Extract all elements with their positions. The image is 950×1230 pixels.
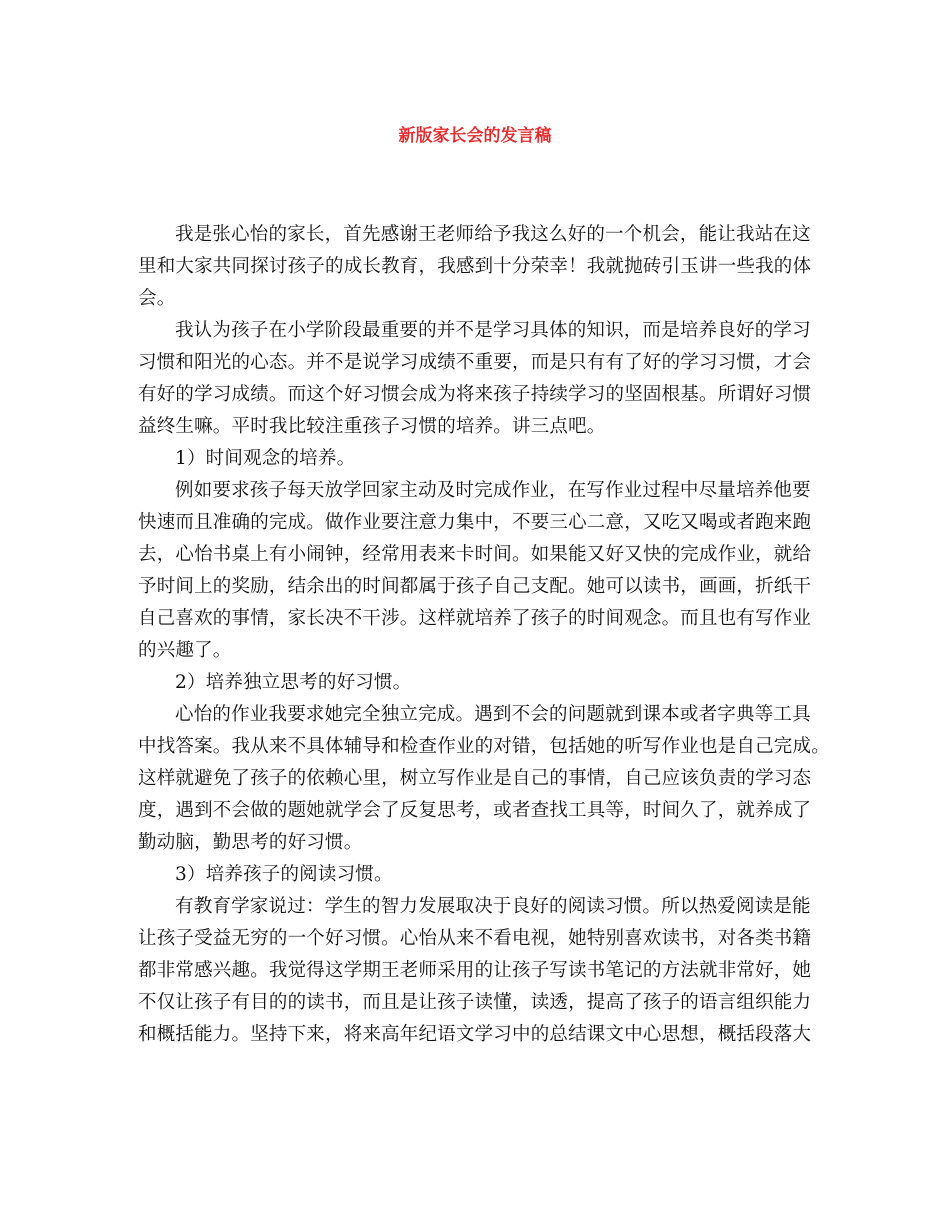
- document-title: 新版家长会的发言稿: [398, 126, 552, 146]
- text-line: 有好的学习成绩。而这个好习惯会成为将来孩子持续学习的坚固根基。所谓好习惯: [138, 384, 812, 405]
- text-line: 1）时间观念的培养。: [175, 448, 356, 469]
- text-line: 予时间上的奖励，结余出的时间都属于孩子自己支配。她可以读书，画画，折纸干: [138, 576, 812, 597]
- text-line: 都非常感兴趣。我觉得这学期王老师采用的让孩子写读书笔记的方法就非常好，她: [138, 960, 812, 981]
- text-line: 自己喜欢的事情，家长决不干涉。这样就培养了孩子的时间观念。而且也有写作业: [138, 608, 812, 629]
- text-line: 和概括能力。坚持下来，将来高年纪语文学习中的总结课文中心思想，概括段落大: [138, 1024, 812, 1045]
- text-line: 让孩子受益无穷的一个好习惯。心怡从来不看电视，她特别喜欢读书，对各类书籍: [138, 928, 812, 949]
- text-line: 去，心怡书桌上有小闹钟，经常用表来卡时间。如果能又好又快的完成作业，就给: [138, 544, 812, 565]
- text-line: 会。: [138, 288, 176, 309]
- text-line: 有教育学家说过：学生的智力发展取决于良好的阅读习惯。所以热爱阅读是能: [175, 896, 811, 917]
- text-line: 里和大家共同探讨孩子的成长教育，我感到十分荣幸！我就抛砖引玉讲一些我的体: [138, 256, 812, 277]
- text-line: 不仅让孩子有目的的读书，而且是让孩子读懂，读透，提高了孩子的语言组织能力: [138, 992, 812, 1013]
- text-line: 这样就避免了孩子的依赖心里，树立写作业是自己的事情，自己应该负责的学习态: [138, 768, 812, 789]
- text-line: 我是张心怡的家长，首先感谢王老师给予我这么好的一个机会，能让我站在这: [175, 224, 811, 245]
- text-line: 中找答案。我从来不具体辅导和检查作业的对错，包括她的听写作业也是自己完成。: [138, 736, 830, 757]
- text-line: 习惯和阳光的心态。并不是说学习成绩不重要，而是只有有了好的学习习惯，才会: [138, 352, 812, 373]
- text-line: 度，遇到不会做的题她就学会了反复思考，或者查找工具等，时间久了，就养成了: [138, 800, 812, 821]
- text-line: 2）培养独立思考的好习惯。: [175, 672, 412, 693]
- document-body: [138, 219, 830, 1051]
- text-line: 的兴趣了。: [138, 640, 232, 661]
- text-line: 勤动脑，勤思考的好习惯。: [138, 832, 363, 853]
- text-line: 心怡的作业我要求她完全独立完成。遇到不会的问题就到课本或者字典等工具: [175, 704, 811, 725]
- text-line: 益终生嘛。平时我比较注重孩子习惯的培养。讲三点吧。: [138, 416, 606, 437]
- text-line: 3）培养孩子的阅读习惯。: [175, 864, 393, 885]
- text-line: 例如要求孩子每天放学回家主动及时完成作业，在写作业过程中尽量培养他要: [175, 480, 811, 501]
- text-line: 快速而且准确的完成。做作业要注意力集中，不要三心二意，又吃又喝或者跑来跑: [138, 512, 812, 533]
- text-line: 我认为孩子在小学阶段最重要的并不是学习具体的知识，而是培养良好的学习: [175, 320, 811, 341]
